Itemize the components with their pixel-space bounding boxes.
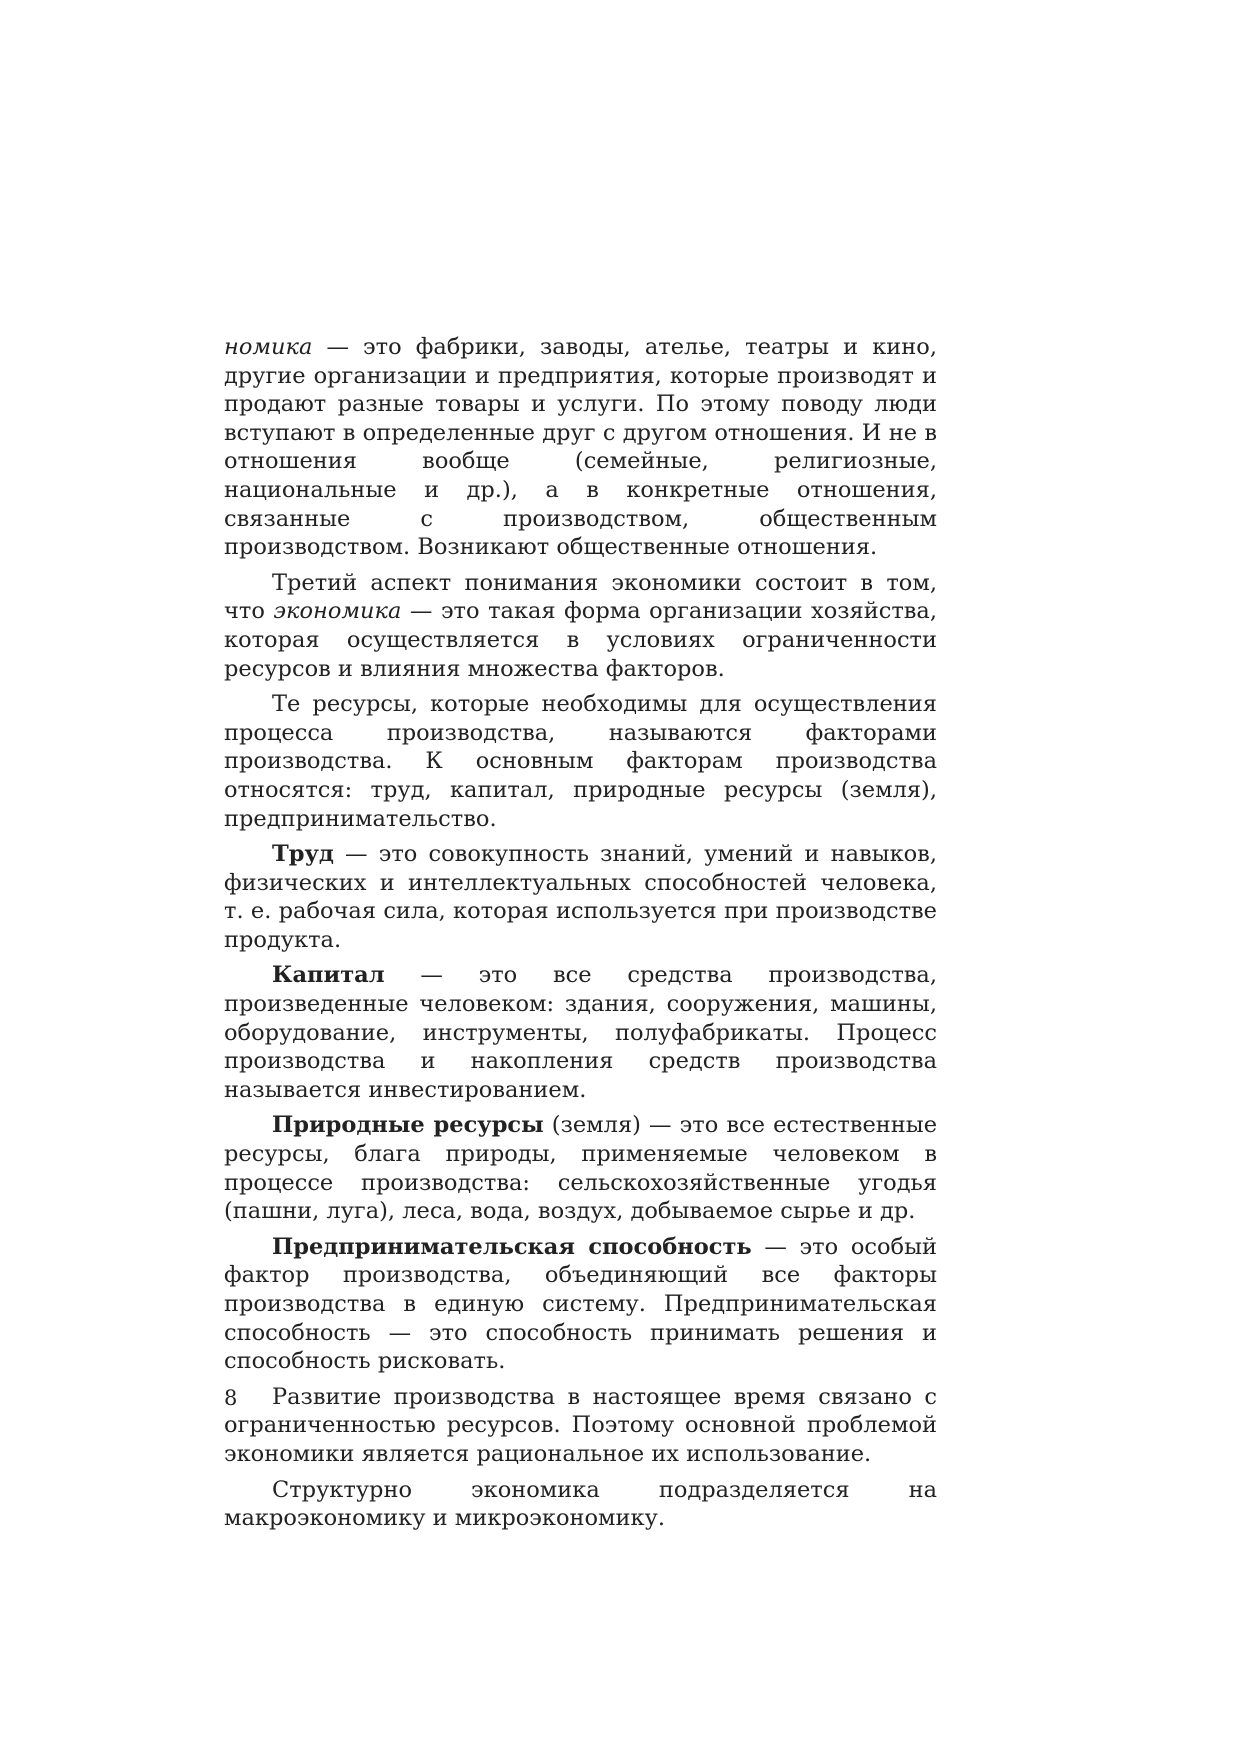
paragraph-entrepreneurship — [224, 1233, 937, 1376]
page-number: 8 — [224, 1386, 238, 1410]
term-natural-resources: Природные ресурсы — [272, 1112, 544, 1139]
term-capital: Капитал — [272, 962, 385, 989]
italic-term-nomika: номика — [224, 334, 313, 360]
paragraph-economy-enterprises — [224, 333, 937, 562]
paragraph-text: Третий аспект понимания экономики состоит в том, что — [224, 569, 937, 625]
paragraph-text: — это совокупность знаний, умений и навыков, физических и интеллектуальных способностей человека, т. е. рабочая сила, которая используется при производстве продукта. — [224, 841, 937, 953]
paragraph-text: — это такая форма организации хозяйства, которая осуществляется в условиях ограниченности ресурсов и влияния множества факторов. — [224, 598, 937, 682]
paragraph-text: — это все средства производства, произведенные человеком: здания, сооружения, машины, оборудование, инструменты, полуфабрикаты. Процесс производства и накопления средств производства называется инвестированием. — [224, 962, 937, 1103]
paragraph-labor — [224, 840, 937, 954]
paragraph-natural-resources — [224, 1111, 937, 1225]
paragraph-macro-micro — [224, 1476, 937, 1533]
paragraph-text: — это фабрики, заводы, ателье, театры и кино, другие организации и предприятия, которые производят и продают разные товары и услуги. По этому поводу люди вступают в определенные друг с другом отношения. И не в отношения вообще (семейные, религиозные, национальные и др.), а в конкретные отношения, связанные с производством, общественным производством. Возникают общественные отношения. — [224, 334, 937, 561]
paragraph-factors-of-production — [224, 690, 937, 833]
paragraph-text: — это особый фактор производства, объединяющий все факторы производства в единую систему. Предпринимательская способность — это способность принимать решения и способность рисковать. — [224, 1233, 937, 1375]
paragraph-text: Те ресурсы, которые необходимы для осуществления процесса производства, называются факторами производства. К основным факторам производства относятся: труд, капитал, природные ресурсы (земля), предпринимательство. — [224, 691, 937, 832]
paragraph-text: Развитие производства в настоящее время связано с ограниченностью ресурсов. Поэтому основной проблемой экономики является рациональное их использование. — [224, 1383, 937, 1467]
paragraph-text: (земля) — это все естественные ресурсы, блага природы, применяемые человеком в процессе производства: сельскохозяйственные угодья (пашни, луга), леса, вода, воздух, добываемое сырье и др. — [224, 1112, 938, 1225]
paragraph-resource-limits — [224, 1383, 937, 1469]
term-entrepreneurship: Предпринимательская способность — [272, 1233, 752, 1260]
italic-term-economika: экономика — [273, 598, 402, 625]
paragraph-capital — [224, 961, 937, 1104]
paragraph-text: Структурно экономика подразделяется на макроэкономику и микроэкономику. — [224, 1476, 937, 1532]
paragraph-third-aspect — [224, 569, 937, 683]
page-body — [224, 333, 937, 1540]
term-labor: Труд — [272, 841, 334, 868]
